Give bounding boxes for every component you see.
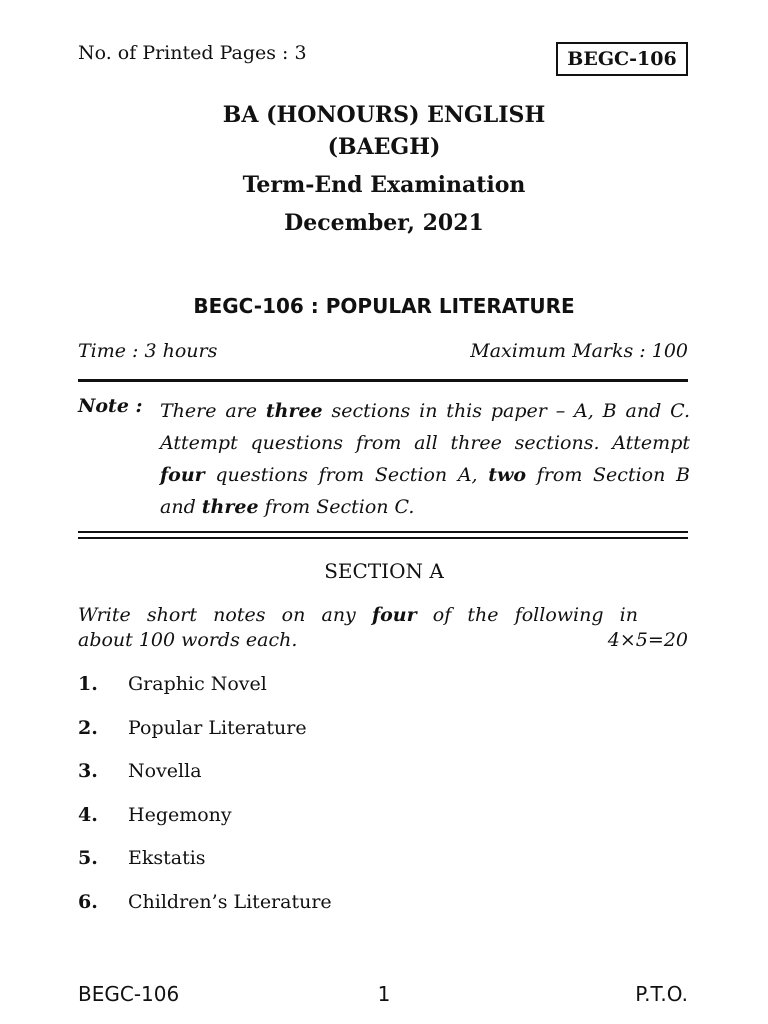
exam-date: December, 2021 <box>284 210 484 236</box>
section-a-heading: SECTION A <box>324 559 444 583</box>
question-number: 6. <box>78 890 98 913</box>
question-text: Hegemony <box>128 803 232 826</box>
question-number: 3. <box>78 760 98 783</box>
divider-top <box>78 379 688 382</box>
question-item <box>78 673 688 717</box>
section-a-instruction-line2: about 100 words each. <box>78 629 298 651</box>
section-a-instruction: Write short notes on any four of the following in <box>78 604 638 626</box>
question-number: 1. <box>78 673 98 695</box>
question-number: 4. <box>78 803 98 826</box>
question-item <box>78 847 688 891</box>
max-marks: Maximum Marks : 100 <box>470 340 688 362</box>
programme-title: BA (HONOURS) ENGLISH <box>222 102 546 128</box>
question-list <box>78 673 688 935</box>
divider-double-1 <box>78 531 688 533</box>
programme-code: (BAEGH) <box>327 134 441 160</box>
question-item <box>78 760 688 804</box>
course-code-box: BEGC-106 <box>556 42 688 76</box>
question-item <box>78 891 688 935</box>
question-text: Popular Literature <box>128 716 307 739</box>
question-text: Children’s Literature <box>128 890 332 913</box>
note-label: Note : <box>78 395 143 417</box>
footer-page-number: 1 <box>377 982 391 1006</box>
question-number: 2. <box>78 716 98 739</box>
question-item <box>78 717 688 761</box>
note-text: There are three sections in this paper – A, B and C. Attempt questions from all three sections. Attempt four questions from Section A, two from Section B and three from Section C. <box>160 400 690 518</box>
question-item <box>78 804 688 848</box>
course-title: BEGC-106 : POPULAR LITERATURE <box>193 294 575 318</box>
question-text: Ekstatis <box>128 847 206 870</box>
question-number: 5. <box>78 847 98 870</box>
question-text: Novella <box>128 760 202 783</box>
footer-pto: P.T.O. <box>635 982 688 1006</box>
footer-course-code: BEGC-106 <box>78 982 180 1006</box>
exam-title: Term-End Examination <box>242 172 526 198</box>
divider-double-2 <box>78 537 688 539</box>
printed-pages: No. of Printed Pages : 3 <box>78 42 307 64</box>
question-text: Graphic Novel <box>128 673 267 695</box>
time-allowed: Time : 3 hours <box>78 340 218 362</box>
section-a-marks: 4×5=20 <box>607 629 688 651</box>
